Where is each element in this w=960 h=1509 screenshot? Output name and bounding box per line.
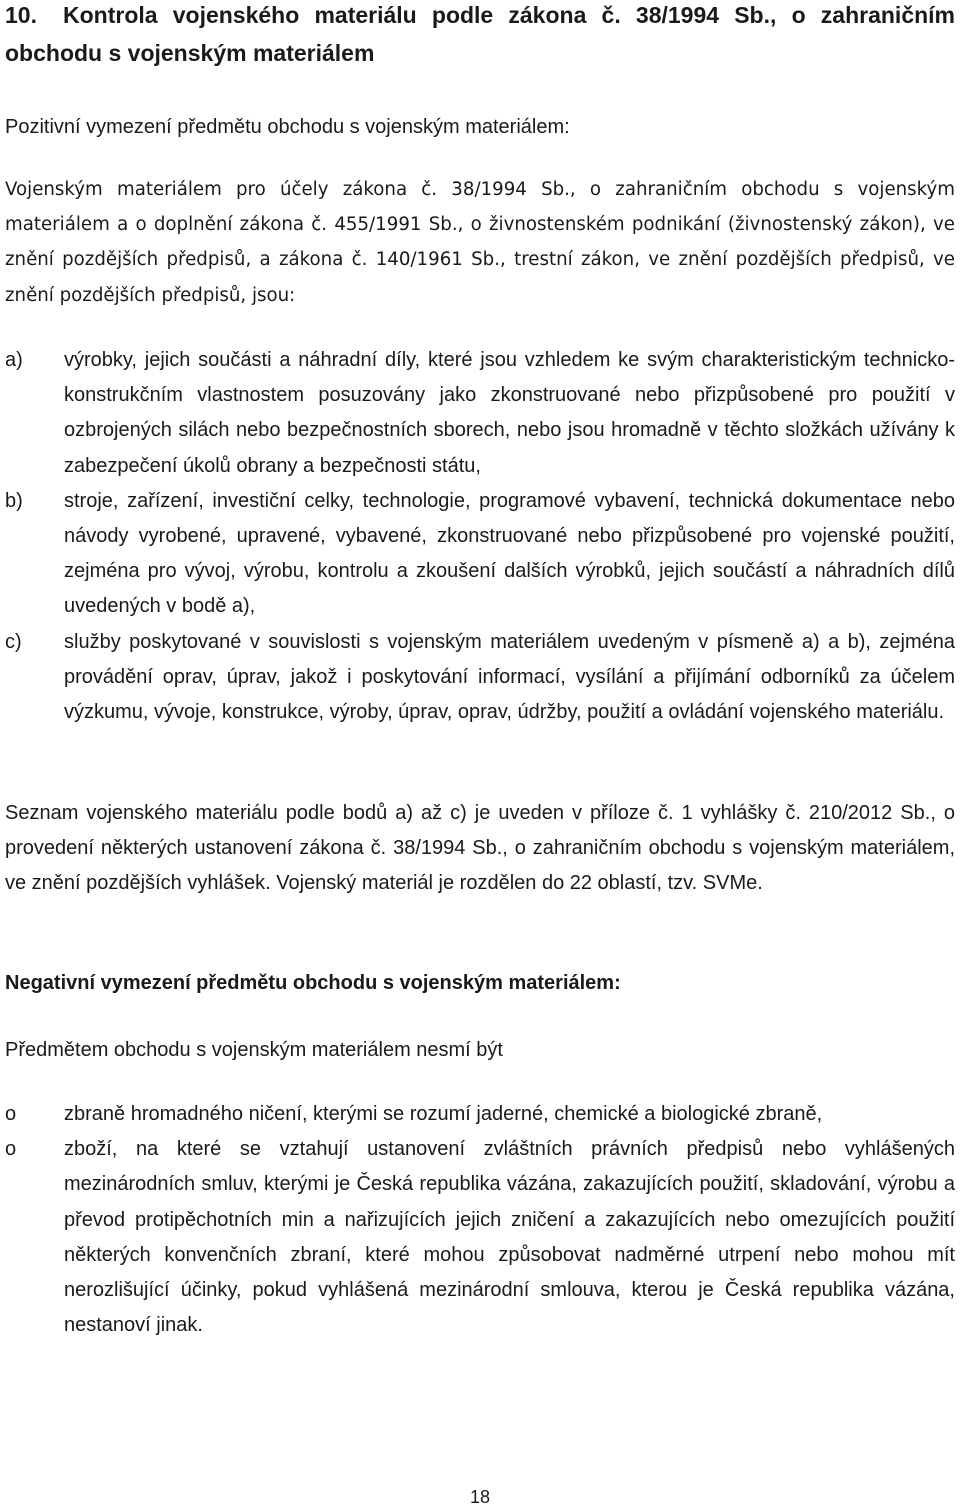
positive-heading: Pozitivní vymezení předmětu obchodu s vojenským materiálem: — [5, 116, 570, 138]
list-item-text: výrobky, jejich součásti a náhradní díly, které jsou vzhledem ke svým charakteristickým technicko-konstrukčním vlastnostem posuzovány jako zkonstruované nebo přizpůsobené pro použití v ozbrojených silách nebo bezpečnostních sborech, nebo jsou hromadně v těchto složkách užívány k zabezpečení úkolů obrany a bezpečnosti státu, — [64, 349, 955, 477]
list-item-text: zbraně hromadného ničení, kterými se rozumí jaderné, chemické a biologické zbraně, — [64, 1103, 823, 1125]
negative-intro: Předmětem obchodu s vojenským materiálem nesmí být — [5, 1039, 503, 1061]
list-item — [5, 343, 955, 484]
negative-heading: Negativní vymezení předmětu obchodu s vojenským materiálem: — [5, 972, 621, 994]
negative-list — [5, 1097, 955, 1343]
list-item-marker: a) — [5, 349, 23, 371]
section-title: Kontrola vojenského materiálu podle zákona č. 38/1994 Sb., o zahraničním obchodu s vojenským materiálem — [5, 2, 955, 66]
list-item-text: stroje, zařízení, investiční celky, technologie, programové vybavení, technická dokumentace nebo návody vyrobené, upravené, vybavené, zkonstruované nebo přizpůsobené pro vojenské použití, zejména pro vývoj, výrobu, kontrolu a zkoušení dalších výrobků, jejich součástí a náhradních dílů uvedených v bodě a), — [64, 489, 955, 618]
list-item-text: zboží, na které se vztahují ustanovení zvláštních právních předpisů nebo vyhlášených mezinárodních smluv, kterými je Česká republika vázána, zakazujících použití, skladování, výrobu a převod protipěchotních min a nařizujících jejich zničení a zakazujících nebo omezujících použití některých konvenčních zbraní, které mohou způsobovat nadměrné utrpení nebo mohou mít nerozlišující účinky, pokud vyhlášená mezinárodní smlouva, kterou je Česká republika vázána, nestanoví jinak. — [64, 1138, 955, 1337]
bullet-icon: o — [5, 1138, 17, 1161]
list-item-marker: b) — [5, 489, 23, 512]
positive-summary: Seznam vojenského materiálu podle bodů a) až c) je uveden v příloze č. 1 vyhlášky č. 210/2012 Sb., o provedení některých ustanovení zákona č. 38/1994 Sb., o zahraničním obchodu s vojenským materiálem, ve znění pozdějších vyhlášek. Vojenský materiál je rozdělen do 22 oblastí, tzv. SVMe. — [5, 802, 955, 894]
positive-list — [5, 343, 955, 730]
positive-intro: Vojenským materiálem pro účely zákona č. 38/1994 Sb., o zahraničním obchodu s vojenským materiálem a o doplnění zákona č. 455/1991 Sb., o živnostenském podnikání (živnostenský zákon), ve znění pozdějších předpisů, a zákona č. 140/1961 Sb., trestní zákon, ve znění pozdějších předpisů, ve znění pozdějších předpisů, jsou: — [5, 179, 955, 306]
page-number: 18 — [469, 1487, 491, 1507]
bullet-icon: o — [5, 1103, 17, 1125]
section-heading — [5, 0, 955, 72]
list-item — [5, 1132, 955, 1343]
list-item — [5, 484, 955, 625]
list-item — [5, 1097, 955, 1132]
list-item — [5, 625, 955, 731]
list-item-marker: c) — [5, 630, 22, 653]
list-item-text: služby poskytované v souvislosti s vojenským materiálem uvedeným v písmeně a) a b), zejména provádění oprav, úprav, jakož i poskytování informací, vysílání a přijímání odborníků za účelem výzkumu, vývoje, konstrukce, výroby, úprav, oprav, údržby, použití a ovládání vojenského materiálu. — [64, 630, 955, 724]
section-number: 10. — [5, 2, 37, 28]
